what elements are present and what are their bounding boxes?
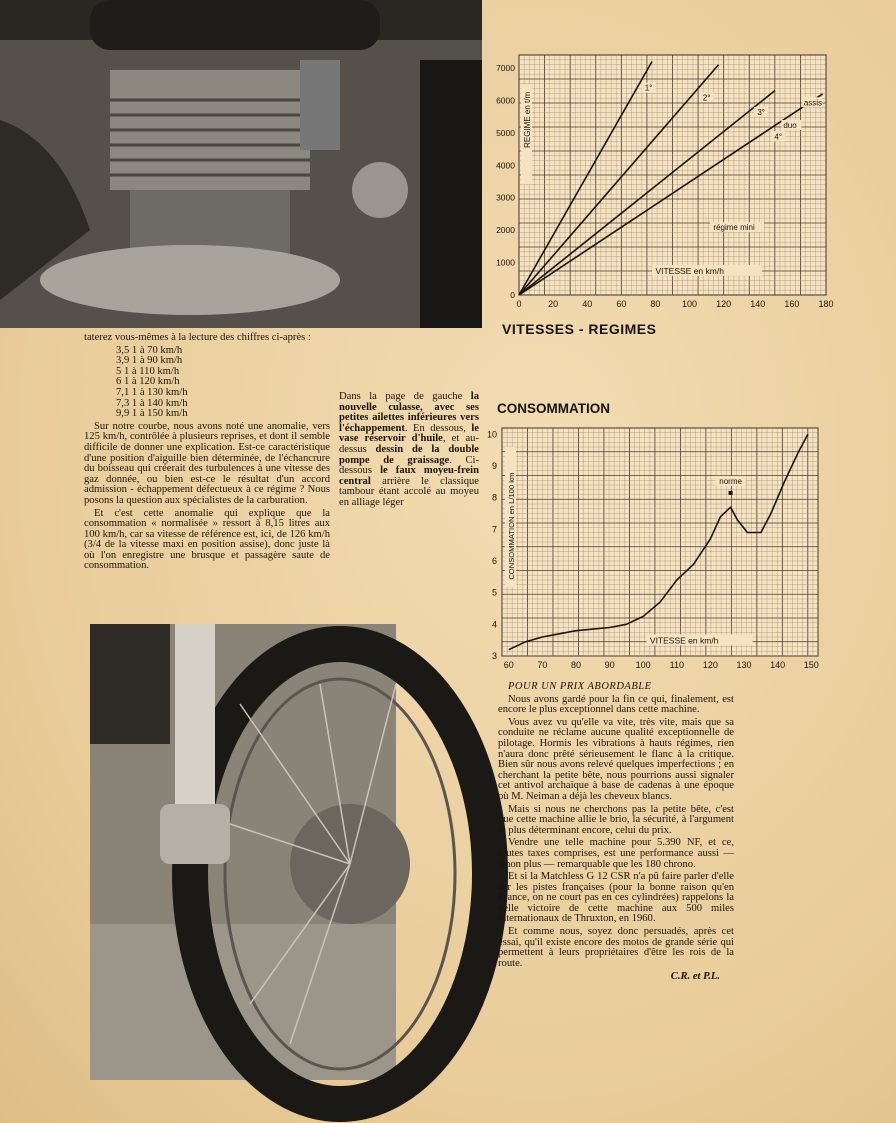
ratio-item: 3,5 1 à 70 km/h — [116, 344, 183, 356]
duo-label: duo — [783, 120, 797, 130]
right-text-column — [498, 682, 734, 983]
x-tick-label: 120 — [716, 299, 732, 309]
y-tick-label: 4000 — [496, 160, 515, 171]
y-tick-label: 5 — [491, 587, 497, 598]
ratio-item: 3,9 1 à 90 km/h — [116, 355, 183, 367]
x-tick-label: 0 — [516, 299, 522, 309]
x-tick-label: 140 — [770, 660, 786, 670]
paragraph: Vous avez vu qu'elle va vite, très vite, mais que sa conduite ne réclame aucune qualité exceptionnelle de pilotage. Hormis les vibrations à hauts régimes, rien n'aura donc prêté sérieusement le flanc à la critique. Bien sûr nous avons relevé quelques imperfections ; en cherchant la petite bête, nous pourrions aussi signaler cet antivol archaïque à base de cadenas à une époque où M. Neiman a déjà les cheveux blancs. — [498, 716, 734, 802]
caption-text: . Ci-dessous — [339, 454, 479, 477]
assis-label: assis — [803, 98, 823, 108]
paragraph: Mais si nous ne cherchons pas la petite bête, c'est que cette machine allie le brio, la sécurité, à l'argument le plus déterminant encore, celui du prix. — [498, 803, 734, 836]
y-tick-label: 3000 — [496, 192, 515, 203]
left-text-column — [84, 333, 330, 574]
ratio-item: 5 1 à 110 km/h — [116, 365, 180, 377]
y-tick-label: 8 — [491, 492, 497, 503]
y-tick-label: 1000 — [496, 257, 515, 268]
y-tick-label: 9 — [491, 461, 497, 471]
x-tick-label: 80 — [570, 660, 581, 670]
caption-text: , et au-dessus — [339, 433, 479, 455]
y-tick-label: 3 — [491, 651, 497, 661]
paragraph: Et comme nous, soyez donc persuadés, après cet essai, qu'il existe encore des motos de grande série qui permettent à leurs propriétaires d'être les rois de la route. — [498, 926, 734, 969]
y-tick-label: 2000 — [496, 225, 515, 236]
paragraph: Vendre une telle machine pour 5.390 NF, et ce, toutes taxes comprises, est une performance aussi — sinon plus — remarquable que les 180 chrono. — [498, 837, 734, 870]
x-tick-label: 120 — [702, 660, 718, 670]
x-tick-label: 90 — [604, 660, 615, 670]
y-tick-label: 6 — [491, 556, 497, 566]
gear-label: 1° — [644, 83, 653, 93]
ratio-item: 9,9 1 à 150 km/h — [116, 408, 188, 420]
caption-pump: dessin de la double pompe de graissage — [339, 443, 479, 466]
x-axis-label: VITESSE en km/h — [655, 265, 724, 276]
x-tick-label: 150 — [803, 660, 819, 670]
x-tick-label: 100 — [682, 299, 698, 309]
speed-rpm-chart-svg — [492, 52, 832, 352]
x-tick-label: 100 — [635, 660, 651, 670]
x-tick-label: 20 — [548, 299, 559, 309]
consumption-paragraph: Et c'est cette anomalie qui explique que la consommation « normalisée » ressort à 8,15 litres aux 100 km/h, car sa vitesse de référence est, ici, de 126 km/h (3/4 de la vitesse maxi en position assise), donc juste là où l'on enregistre une brusque et passagère saute de consommation. — [84, 507, 330, 572]
paragraph: Nous avons gardé pour la fin ce qui, finalement, est encore le plus exceptionnel dans cette machine. — [498, 693, 734, 716]
caption-culasse: la nouvelle culasse, avec ses petites ailettes inférieures vers l'échappement — [339, 391, 479, 434]
y-tick-label: 7 — [491, 524, 497, 535]
caption-oil-tank: le vase réservoir d'huile — [339, 422, 479, 445]
gear-label: 2° — [702, 93, 711, 103]
y-tick-label: 0 — [510, 290, 515, 300]
x-tick-label: 140 — [750, 299, 766, 309]
x-tick-label: 180 — [818, 299, 834, 309]
signature: C.R. et P.L. — [670, 971, 720, 983]
regime-min-label: régime mini — [713, 223, 755, 233]
x-tick-label: 70 — [537, 660, 548, 670]
section-subhead: POUR UN PRIX ABORDABLE — [508, 681, 652, 692]
x-tick-label: 130 — [736, 660, 752, 670]
y-tick-label: 10 — [486, 429, 497, 440]
rear-wheel-photo — [90, 624, 396, 1080]
x-tick-label: 60 — [616, 299, 627, 309]
y-axis-label: CONSOMMATION en L/100 km — [507, 472, 516, 580]
consumption-chart-title: CONSOMMATION — [497, 401, 610, 416]
x-tick-label: 160 — [784, 299, 800, 309]
caption-text: . En dessous, — [404, 422, 466, 434]
speed-chart-title: VITESSES - REGIMES — [502, 321, 657, 337]
x-tick-label: 110 — [669, 660, 684, 670]
ratios-intro: taterez vous-mêmes à la lecture des chiffres ci-après : — [84, 332, 311, 343]
y-tick-label: 6000 — [496, 95, 515, 106]
paragraph: Et si la Matchless G 12 CSR n'a pû faire parler d'elle sur les pistes françaises (pour la bonne raison qu'en France, on ne court pas en ces cylindrées) rappelons la belle victoire de cette machine aux 500 miles internationaux de Thruxton, en 1960. — [498, 871, 734, 925]
anomaly-paragraph: Sur notre courbe, nous avons noté une anomalie, vers 125 km/h, contrôlée à plusieurs reprises, et dont il semble difficile de donner une explication. Est-ce caractéristique d'une position d'aiguille bien déterminée, de l'échancrure du boisseau qui créerait des turbulences à une vitesse des gaz donnée, ou bien est-ce le résultat d'un accord admission - échappement défectueux à ce régime ? Nous posons la question aux spécialistes de la carburation. — [84, 420, 330, 506]
consumption-chart-svg — [482, 420, 822, 680]
engine-photo — [0, 0, 482, 328]
ratio-item: 6 1 à 120 km/h — [116, 376, 180, 388]
caption-text: arrière le classique tambour étant accolé au moyeu en alliage léger — [339, 475, 479, 508]
ratio-item: 7,1 1 à 130 km/h — [116, 386, 188, 398]
norme-marker — [729, 491, 733, 495]
gear-label: 3° — [757, 108, 766, 117]
y-tick-label: 7000 — [496, 62, 515, 73]
caption-brake: le faux moyeu-frein central — [339, 465, 479, 487]
y-axis-label: REGIME en t/m — [523, 91, 532, 148]
norme-label: norme — [719, 476, 742, 486]
speed-rpm-chart — [492, 52, 832, 352]
x-axis-label: VITESSE en km/h — [649, 635, 719, 646]
gear-label: 4° — [774, 132, 783, 142]
x-tick-label: 60 — [503, 660, 514, 670]
consumption-chart — [482, 420, 822, 680]
photo-caption — [339, 392, 479, 509]
ratio-item: 7,3 1 à 140 km/h — [116, 397, 188, 409]
y-tick-label: 5000 — [496, 127, 515, 138]
caption-intro: Dans la page de gauche — [339, 391, 463, 402]
consumption-ratio-list — [116, 346, 330, 420]
y-tick-label: 4 — [491, 619, 497, 630]
x-tick-label: 80 — [650, 299, 661, 309]
x-tick-label: 40 — [582, 299, 593, 309]
